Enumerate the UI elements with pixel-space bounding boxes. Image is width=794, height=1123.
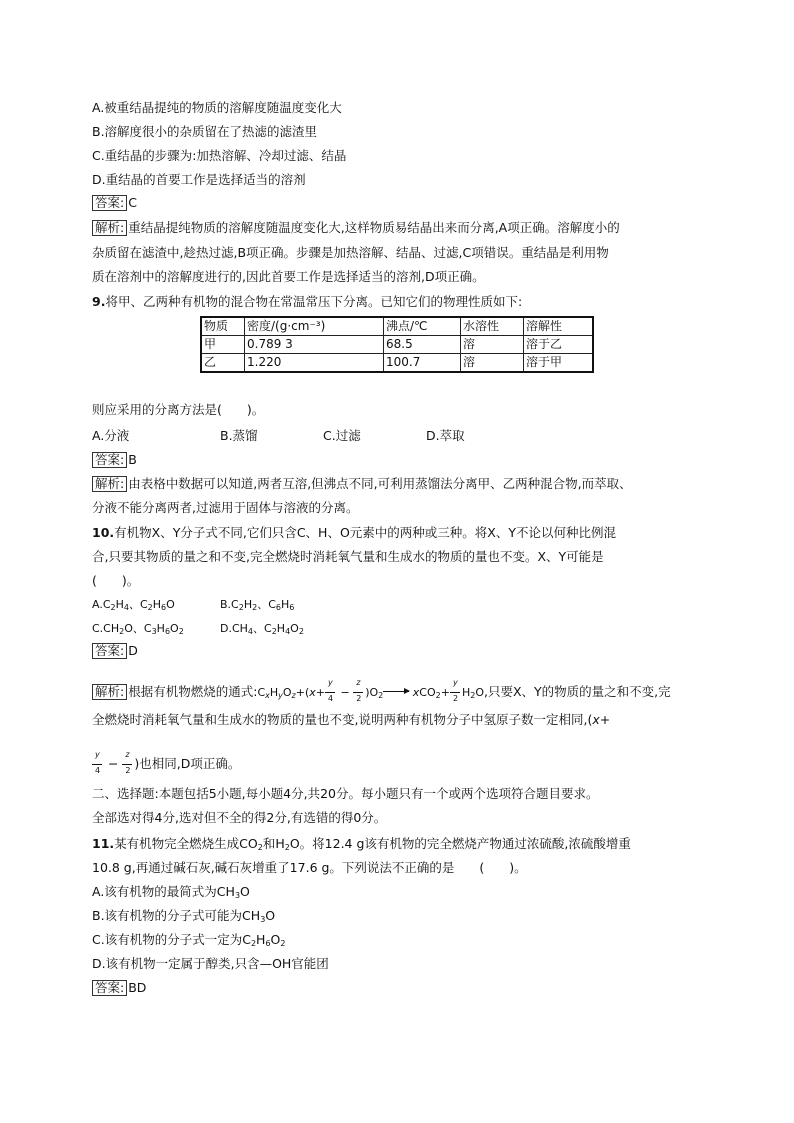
q9-option-b: B.蒸馏 bbox=[220, 428, 258, 443]
q11-option-a: A.该有机物的最简式为$CH_3O$ bbox=[92, 884, 250, 900]
analysis-label: 解析: bbox=[92, 220, 127, 236]
answer-label: 答案: bbox=[92, 195, 127, 211]
table-header: 密度/(g·cm⁻³) bbox=[245, 317, 384, 336]
table-header: 沸点/℃ bbox=[384, 317, 461, 336]
analysis-label: 解析: bbox=[92, 684, 127, 700]
q8-analysis-line-1: 解析: 重结晶提纯物质的溶解度随温度变化大,这样物质易结晶出来而分离,A项正确。溶解度小的 bbox=[92, 220, 620, 236]
q10-answer bbox=[92, 643, 138, 659]
q11-option-b: B.该有机物的分子式可能为$CH_3O$ bbox=[92, 908, 276, 924]
table-header-row bbox=[201, 317, 593, 336]
table-cell: 甲 bbox=[201, 336, 245, 354]
q9-property-table bbox=[200, 316, 594, 373]
q9-option-c: C.过滤 bbox=[323, 428, 361, 443]
analysis-label: 解析: bbox=[92, 476, 127, 492]
q9-answer bbox=[92, 452, 137, 468]
table-header: 溶解性 bbox=[524, 317, 594, 336]
table-cell: 68.5 bbox=[384, 336, 461, 354]
q11-stem-line-1: 11.某有机物完全燃烧生成$CO_2$和$H_2O$。将12.4 g该有机物的完全燃烧产物通过浓硫酸,浓硫酸增重 bbox=[92, 836, 631, 852]
q9-option-a: A.分液 bbox=[92, 428, 130, 443]
q11-option-d: D.该有机物一定属于醇类,只含—OH官能团 bbox=[92, 956, 329, 971]
q10-option-c: $C.CH_2O$、$C_3H_6O_2$ bbox=[92, 622, 184, 636]
q10-option-b: $B.C_2H_2$、$C_6H_6$ bbox=[220, 598, 295, 612]
q8-answer bbox=[92, 195, 137, 211]
q11-answer bbox=[92, 980, 146, 996]
q11-number: 11. bbox=[92, 836, 115, 851]
table-row bbox=[201, 336, 593, 354]
table-cell: 1.220 bbox=[245, 354, 384, 373]
table-cell: 溶于甲 bbox=[524, 354, 594, 373]
table-cell: 乙 bbox=[201, 354, 245, 373]
table-cell: 溶于乙 bbox=[524, 336, 594, 354]
q9-stem: 9.将甲、乙两种有机物的混合物在常温常压下分离。已知它们的物理性质如下: bbox=[92, 294, 523, 309]
table-header: 水溶性 bbox=[461, 317, 524, 336]
q9-analysis-line-1: 解析: 由表格中数据可以知道,两者互溶,但沸点不同,可利用蒸馏法分离甲、乙两种混合物,而萃取、 bbox=[92, 476, 632, 492]
answer-value: B bbox=[128, 452, 137, 467]
q8-analysis-line-3: 质在溶剂中的溶解度进行的,因此首要工作是选择适当的溶剂,D项正确。 bbox=[92, 269, 485, 284]
table-cell: 100.7 bbox=[384, 354, 461, 373]
q11-stem-line-2: 10.8 g,再通过碱石灰,碱石灰增重了17.6 g。下列说法不正确的是 ( )。 bbox=[92, 860, 527, 875]
q9-number: 9. bbox=[92, 294, 106, 309]
answer-label: 答案: bbox=[92, 452, 127, 468]
section-2-intro-line-1: 二、选择题:本题包括5小题,每小题4分,共20分。每小题只有一个或两个选项符合题目要求。 bbox=[92, 786, 599, 801]
q10-option-d: $D.CH_4$、$C_2H_4O_2$ bbox=[220, 622, 304, 636]
combustion-equation: $C_xH_yO_z+(x+$ $\frac{y}{4}$ − $\frac{z}{2}$ )$O_2$ xCO$_2$+ $\frac{y}{2}$ $H_2O$ bbox=[257, 678, 484, 703]
q10-number: 10. bbox=[92, 525, 115, 540]
q8-analysis-line-2: 杂质留在滤渣中,趁热过滤,B项正确。步骤是加热溶解、结晶、过滤,C项错误。重结晶是利用物 bbox=[92, 245, 609, 260]
table-cell: 0.789 3 bbox=[245, 336, 384, 354]
q10-stem-line-2: 合,只要其物质的量之和不变,完全燃烧时消耗氧气量和生成水的物质的量也不变。X、Y可能是 bbox=[92, 549, 604, 564]
answer-value: BD bbox=[128, 980, 147, 995]
table-header: 物质 bbox=[201, 317, 245, 336]
q10-option-a: $A.C_2H_4$、$C_2H_6O$ bbox=[92, 598, 175, 612]
q10-stem-line-3: ( )。 bbox=[92, 573, 140, 588]
table-cell: 溶 bbox=[461, 354, 524, 373]
q8-option-a: A.被重结晶提纯的物质的溶解度随温度变化大 bbox=[92, 100, 342, 115]
q9-analysis-line-2: 分液不能分离两者,过滤用于固体与溶液的分离。 bbox=[92, 500, 359, 515]
q10-analysis-line-3: $\frac{y}{4}$ − $\frac{z}{2}$ )也相同,D项正确。 bbox=[92, 756, 240, 773]
q10-analysis-line-1: 解析: 根据有机物燃烧的通式$:C_xH_yO_z+(x+$ $\frac{y}{4}$ − $\frac{z}{2}$ )$O_2$ xCO$_2$+ $\frac{y}{2}$ $H_2O$,只要X、Y的物质的量之和不变,完 bbox=[92, 684, 671, 701]
q8-option-b: B.溶解度很小的杂质留在了热滤的滤渣里 bbox=[92, 124, 318, 139]
answer-value: C bbox=[128, 195, 137, 210]
answer-label: 答案: bbox=[92, 980, 127, 996]
q9-option-d: D.萃取 bbox=[426, 428, 465, 443]
table-cell: 溶 bbox=[461, 336, 524, 354]
q8-option-d: D.重结晶的首要工作是选择适当的溶剂 bbox=[92, 172, 306, 187]
q11-option-c: C.该有机物的分子式一定为$C_2H_6O_2$ bbox=[92, 932, 286, 948]
table-row bbox=[201, 354, 593, 373]
q8-option-c: C.重结晶的步骤为:加热溶解、冷却过滤、结晶 bbox=[92, 148, 347, 163]
q9-question: 则应采用的分离方法是( )。 bbox=[92, 402, 265, 417]
answer-value: D bbox=[128, 643, 138, 658]
q10-stem-line-1: 10.有机物X、Y分子式不同,它们只含C、H、O元素中的两种或三种。将X、Y不论以何种比例混 bbox=[92, 525, 616, 540]
section-2-intro-line-2: 全部选对得4分,选对但不全的得2分,有选错的得0分。 bbox=[92, 810, 387, 825]
q10-analysis-line-2: 全燃烧时消耗氧气量和生成水的物质的量也不变,说明两种有机物分子中氢原子数一定相同,(x+ bbox=[92, 712, 611, 727]
answer-label: 答案: bbox=[92, 643, 127, 659]
